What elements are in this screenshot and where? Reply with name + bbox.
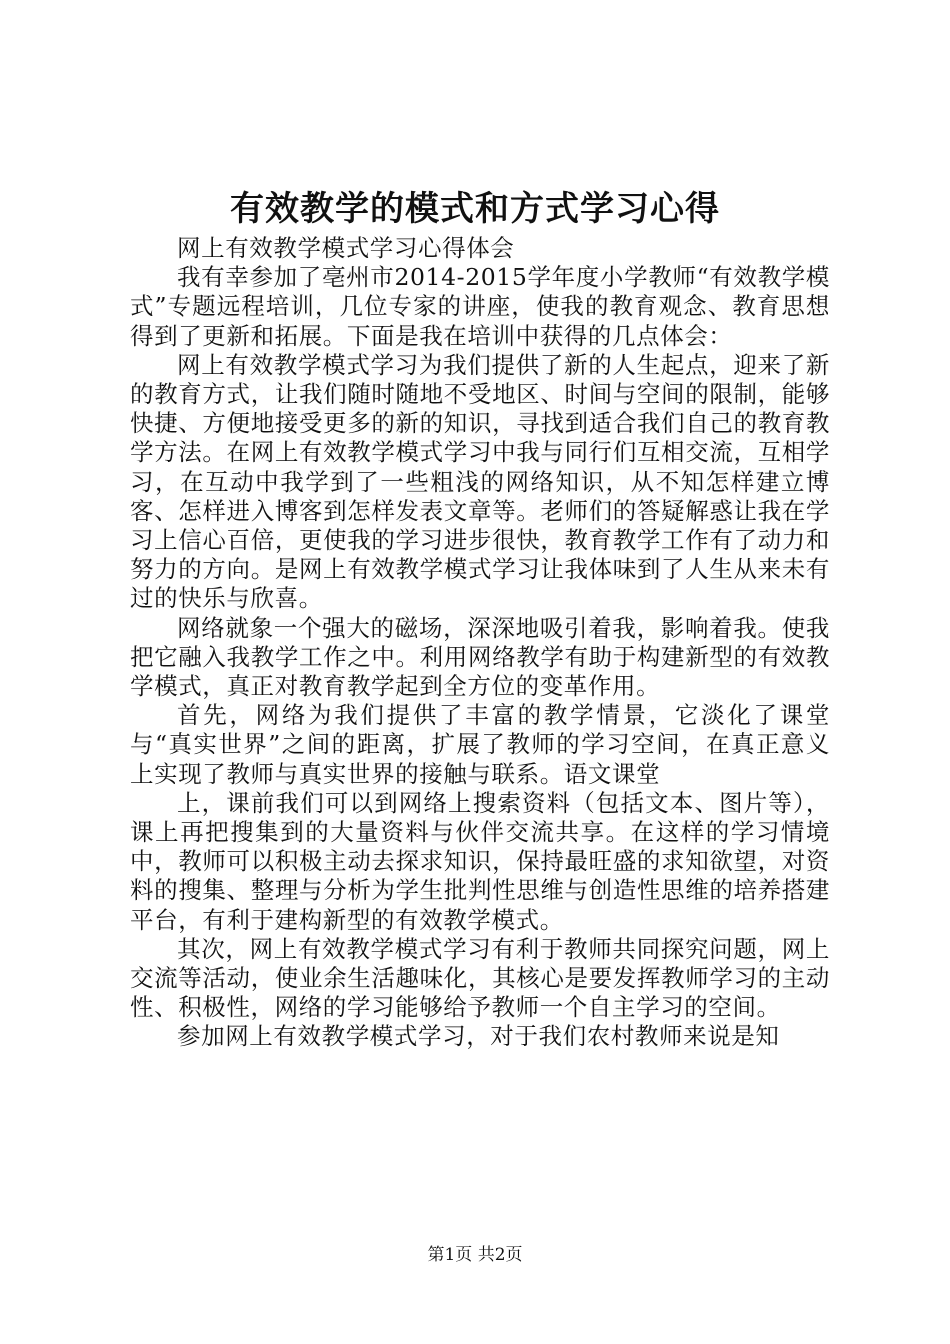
body-paragraph: 首先，网络为我们提供了丰富的教学情景，它淡化了课堂与“真实世界”之间的距离，扩展了教师的学习空间，在真正意义上实现了教师与真实世界的接触与联系。语文课堂 [130,701,830,788]
body-paragraph: 参加网上有效教学模式学习，对于我们农村教师来说是知 [177,1022,780,1051]
body-paragraph: 其次，网上有效教学模式学习有利于教师共同探究问题，网上交流等活动，使业余生活趣味化，其核心是要发挥教师学习的主动性、积极性，网络的学习能够给予教师一个自主学习的空间。 [130,934,830,1022]
page-footer: 第1页 共2页 [427,1245,523,1265]
document-title: 有效教学的模式和方式学习心得 [230,189,720,229]
body-paragraph: 我有幸参加了亳州市2014-2015学年度小学教师“有效教学模式”专题远程培训，几位专家的讲座，使我的教育观念、教育思想得到了更新和拓展。下面是我在培训中获得的几点体会： [130,263,830,350]
body-paragraph: 网上有效教学模式学习为我们提供了新的人生起点，迎来了新的教育方式，让我们随时随地不受地区、时间与空间的限制，能够快捷、方便地接受更多的新的知识，寻找到适合我们自己的教育教学方法。在网上有效教学模式学习中我与同行们互相交流，互相学习，在互动中我学到了一些粗浅的网络知识，从不知怎样建立博客、怎样进入博客到怎样发表文章等。老师们的答疑解惑让我在学习上信心百倍，更使我的学习进步很快，教育教学工作有了动力和努力的方向。是网上有效教学模式学习让我体味到了人生从来未有过的快乐与欣喜。 [130,350,830,613]
subtitle-paragraph: 网上有效教学模式学习心得体会 [177,234,515,262]
document-body [130,234,830,1052]
body-paragraph: 上，课前我们可以到网络上搜索资料（包括文本、图片等），课上再把搜集到的大量资料与伙伴交流共享。在这样的学习情境中，教师可以积极主动去探求知识，保持最旺盛的求知欲望，对资料的搜集、整理与分析为学生批判性思维与创造性思维的培养搭建平台，有利于建构新型的有效教学模式。 [130,788,830,934]
body-paragraph: 网络就象一个强大的磁场，深深地吸引着我，影响着我。使我把它融入我教学工作之中。利用网络教学有助于构建新型的有效教学模式，真正对教育教学起到全方位的变革作用。 [130,613,830,701]
